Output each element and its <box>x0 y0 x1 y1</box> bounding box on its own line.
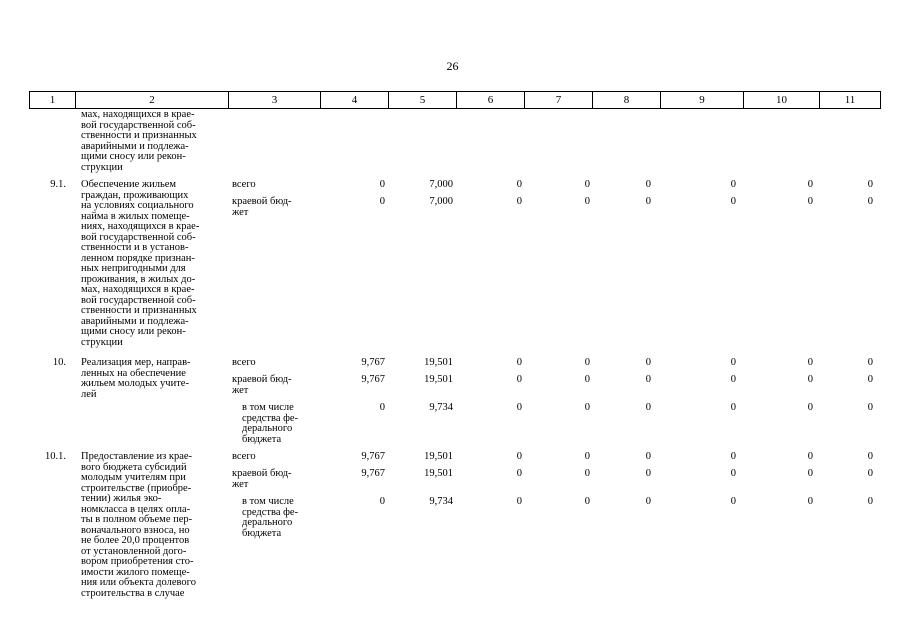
value-cell: 0 <box>516 451 522 462</box>
value-cell: 0 <box>584 402 590 413</box>
value-cell: 0 <box>516 402 522 413</box>
column-number: 7 <box>525 92 593 109</box>
value-cell: 0 <box>379 496 385 507</box>
value-cell: 0 <box>584 196 590 207</box>
value-cell: 0 <box>645 496 651 507</box>
value-cell: 0 <box>645 374 651 385</box>
column-number: 10 <box>744 92 820 109</box>
section-description: Предоставление из крае- вого бюджета субсидий молодым учителям при строительстве (приобре- тении) жилья эко- номкласса в целях опла- ты в полном объеме пер- воначального взноса, но не более 20,0 процентов от установленной дого- вором приобретения сто- имости жилого помеще- ния или объекта долевого строительства в случае <box>81 451 196 599</box>
column-number: 1 <box>30 92 76 109</box>
column-number: 5 <box>389 92 457 109</box>
value-cell: 0 <box>379 179 385 190</box>
value-cell: 0 <box>867 374 873 385</box>
value-cell: 19,501 <box>424 357 453 368</box>
value-cell: 0 <box>807 196 813 207</box>
value-cell: 0 <box>867 179 873 190</box>
value-cell: 0 <box>867 357 873 368</box>
value-cell: 0 <box>645 196 651 207</box>
row-category: всего <box>232 357 256 368</box>
column-number: 9 <box>661 92 744 109</box>
row-category: всего <box>232 179 256 190</box>
value-cell: 0 <box>516 179 522 190</box>
value-cell: 0 <box>730 402 736 413</box>
row-category: краевой бюд- жет <box>232 196 292 218</box>
section-number: 10. <box>52 357 66 368</box>
value-cell: 0 <box>807 402 813 413</box>
value-cell: 9,734 <box>429 496 453 507</box>
value-cell: 0 <box>730 496 736 507</box>
column-number: 3 <box>229 92 321 109</box>
value-cell: 0 <box>584 468 590 479</box>
value-cell: 0 <box>867 496 873 507</box>
column-header-row <box>29 91 881 109</box>
column-number: 2 <box>76 92 229 109</box>
value-cell: 0 <box>584 357 590 368</box>
value-cell: 0 <box>584 179 590 190</box>
value-cell: 0 <box>807 374 813 385</box>
value-cell: 0 <box>516 496 522 507</box>
value-cell: 19,501 <box>424 451 453 462</box>
value-cell: 19,501 <box>424 374 453 385</box>
section-description: Реализация мер, направ- ленных на обеспечение жильем молодых учите- лей <box>81 357 191 400</box>
value-cell: 9,734 <box>429 402 453 413</box>
value-cell: 0 <box>730 357 736 368</box>
row-category: в том числе средства фе- дерального бюджета <box>242 496 299 539</box>
column-number: 4 <box>321 92 389 109</box>
column-number: 8 <box>593 92 661 109</box>
section-number: 9.1. <box>50 179 66 190</box>
page-number: 26 <box>446 59 459 73</box>
section-number: 10.1. <box>45 451 66 462</box>
value-cell: 0 <box>807 496 813 507</box>
column-number: 6 <box>457 92 525 109</box>
column-number: 11 <box>820 92 881 109</box>
value-cell: 0 <box>645 402 651 413</box>
value-cell: 0 <box>584 451 590 462</box>
value-cell: 19,501 <box>424 468 453 479</box>
value-cell: 0 <box>730 374 736 385</box>
value-cell: 0 <box>807 357 813 368</box>
value-cell: 0 <box>516 357 522 368</box>
value-cell: 0 <box>730 196 736 207</box>
value-cell: 7,000 <box>429 179 453 190</box>
value-cell: 0 <box>645 468 651 479</box>
value-cell: 0 <box>516 196 522 207</box>
value-cell: 0 <box>516 374 522 385</box>
value-cell: 9,767 <box>361 357 385 368</box>
value-cell: 0 <box>516 468 522 479</box>
row-category: всего <box>232 451 256 462</box>
value-cell: 9,767 <box>361 468 385 479</box>
value-cell: 0 <box>807 451 813 462</box>
value-cell: 9,767 <box>361 451 385 462</box>
value-cell: 0 <box>645 179 651 190</box>
value-cell: 0 <box>379 402 385 413</box>
row-category: краевой бюд- жет <box>232 468 292 490</box>
value-cell: 0 <box>645 451 651 462</box>
value-cell: 0 <box>867 402 873 413</box>
value-cell: 0 <box>730 468 736 479</box>
value-cell: 7,000 <box>429 196 453 207</box>
value-cell: 0 <box>807 468 813 479</box>
value-cell: 0 <box>645 357 651 368</box>
continuation-description: мах, находящихся в крае- вой государственной соб- ственности и признанных аварийными и подлежа- щими сносу или рекон- струкции <box>81 109 197 173</box>
value-cell: 9,767 <box>361 374 385 385</box>
value-cell: 0 <box>379 196 385 207</box>
value-cell: 0 <box>584 374 590 385</box>
value-cell: 0 <box>867 468 873 479</box>
row-category: краевой бюд- жет <box>232 374 292 396</box>
value-cell: 0 <box>807 179 813 190</box>
row-category: в том числе средства фе- дерального бюджета <box>242 402 299 445</box>
value-cell: 0 <box>867 196 873 207</box>
value-cell: 0 <box>867 451 873 462</box>
value-cell: 0 <box>730 451 736 462</box>
value-cell: 0 <box>584 496 590 507</box>
value-cell: 0 <box>730 179 736 190</box>
section-description: Обеспечение жильем граждан, проживающих на условиях социального найма в жилых помеще- ниях, находящихся в крае- вой государственной соб- ственности и в установ- ленном порядке признан- ных непригодными для проживания, в жилых до- мах, находящихся в крае- вой государственной соб- ственности и признанных аварийными и подлежа- щими сносу или рекон- струкции <box>81 179 200 348</box>
